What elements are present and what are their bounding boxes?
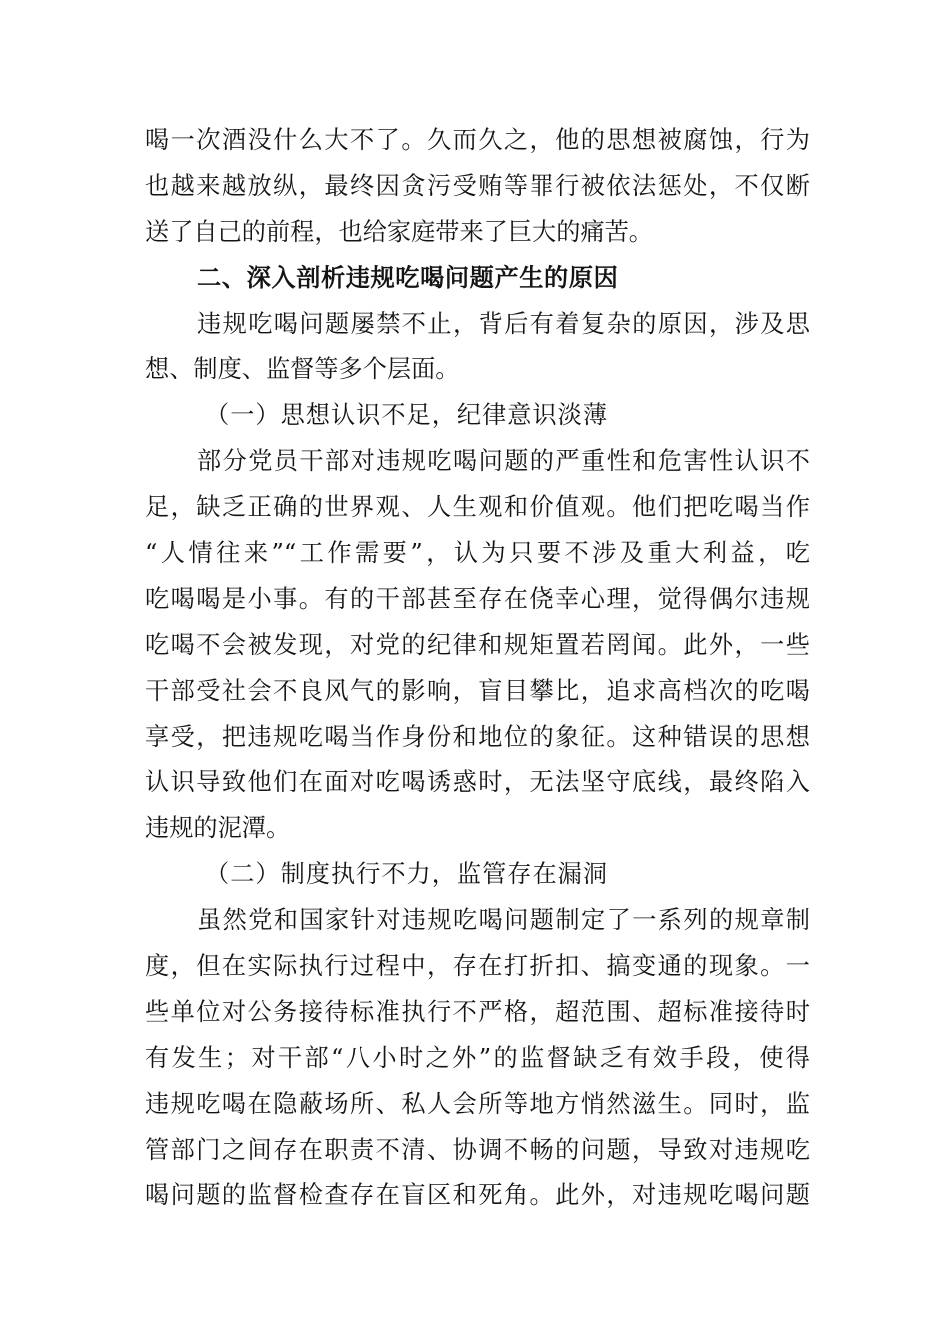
paragraph-line: 认识导致他们在面对吃喝诱惑时，无法坚守底线，最终陷入 xyxy=(145,768,810,797)
paragraph-line: 也越来越放纵，最终因贪污受贿等罪行被依法惩处，不仅断 xyxy=(145,171,810,200)
paragraph-line: 些单位对公务接待标准执行不严格，超范围、超标准接待时 xyxy=(145,997,810,1026)
paragraph-line: 足，缺乏正确的世界观、人生观和价值观。他们把吃喝当作 xyxy=(145,493,810,522)
subsection-heading: （二）制度执行不力，监管存在漏洞 xyxy=(205,860,609,889)
document-body xyxy=(145,118,810,1219)
paragraph-line: 喝问题的监督检查存在盲区和死角。此外，对违规吃喝问题 xyxy=(145,1181,810,1210)
paragraph-line: 享受，把违规吃喝当作身份和地位的象征。这种错误的思想 xyxy=(145,722,810,751)
paragraph-line: 违规的泥潭。 xyxy=(145,814,291,843)
paragraph-line: 有发生；对干部“八小时之外”的监督缺乏有效手段，使得 xyxy=(145,1043,810,1072)
paragraph-line: 度，但在实际执行过程中，存在打折扣、搞变通的现象。一 xyxy=(145,952,810,981)
paragraph-line: 部分党员干部对违规吃喝问题的严重性和危害性认识不 xyxy=(197,447,810,476)
paragraph-line: 吃喝喝是小事。有的干部甚至存在侥幸心理，觉得偶尔违规 xyxy=(145,584,810,613)
paragraph-line: 违规吃喝问题屡禁不止，背后有着复杂的原因，涉及思 xyxy=(197,309,810,338)
paragraph-line: 吃喝不会被发现，对党的纪律和规矩置若罔闻。此外，一些 xyxy=(145,630,810,659)
paragraph-line: 虽然党和国家针对违规吃喝问题制定了一系列的规章制 xyxy=(197,906,810,935)
paragraph-line: 喝一次酒没什么大不了。久而久之，他的思想被腐蚀，行为 xyxy=(145,126,810,154)
paragraph-line: 干部受社会不良风气的影响，盲目攀比，追求高档次的吃喝 xyxy=(145,676,810,705)
subsection-heading: （一）思想认识不足，纪律意识淡薄 xyxy=(205,401,609,430)
section-heading: 二、深入剖析违规吃喝问题产生的原因 xyxy=(197,263,619,292)
paragraph-line: 送了自己的前程，也给家庭带来了巨大的痛苦。 xyxy=(145,217,653,246)
paragraph-line: 想、制度、监督等多个层面。 xyxy=(145,355,460,384)
paragraph-line: “人情往来”“工作需要”，认为只要不涉及重大利益，吃 xyxy=(145,539,810,568)
paragraph-line: 违规吃喝在隐蔽场所、私人会所等地方悄然滋生。同时，监 xyxy=(145,1089,810,1118)
paragraph-line: 管部门之间存在职责不清、协调不畅的问题，导致对违规吃 xyxy=(145,1135,810,1164)
